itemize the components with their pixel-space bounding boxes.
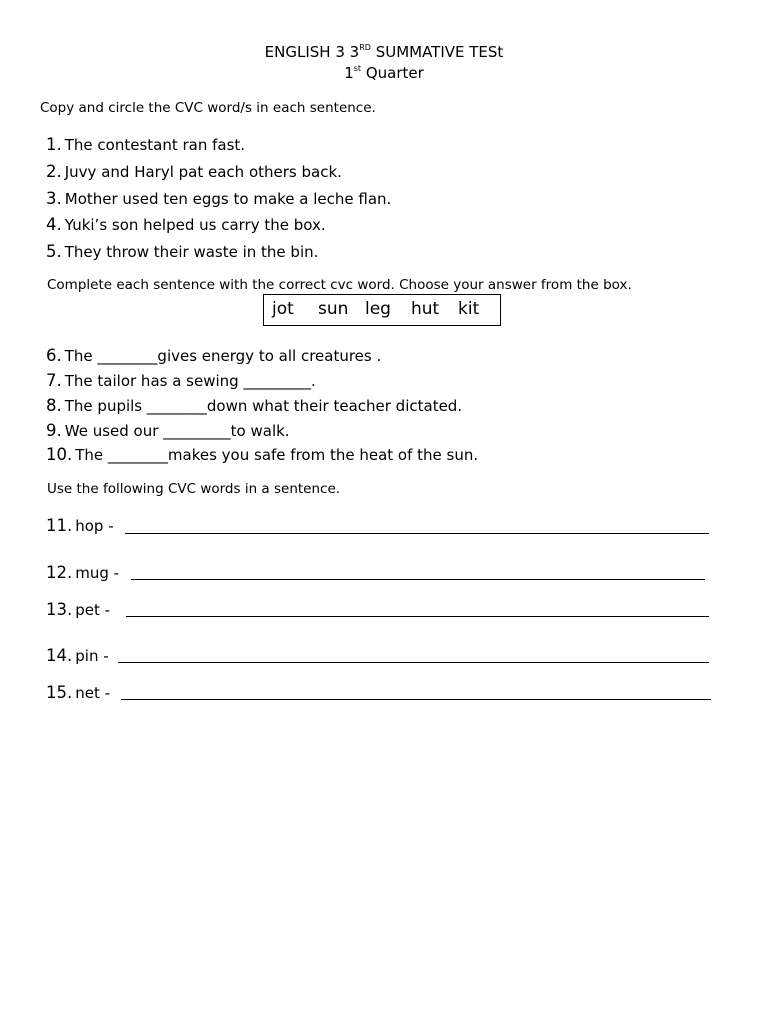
question-number: 10.	[46, 445, 73, 464]
answer-line	[131, 579, 705, 580]
question-number: 11.	[46, 516, 73, 535]
question-text: We used our _________to walk.	[64, 422, 290, 440]
question-number: 12.	[46, 563, 73, 582]
question-number: 7.	[46, 371, 62, 390]
question-6	[46, 346, 381, 365]
word-choice: hut	[411, 299, 440, 319]
question-number: 2.	[46, 162, 62, 181]
question-number: 3.	[46, 189, 62, 208]
answer-line	[126, 616, 709, 617]
question-text: Mother used ten eggs to make a leche flan.	[64, 190, 392, 208]
title-suffix: SUMMATIVE TESt	[370, 43, 504, 61]
answer-line	[125, 533, 709, 534]
subtitle-superscript: st	[353, 64, 362, 73]
word-choice: kit	[458, 299, 480, 319]
question-number: 14.	[46, 646, 73, 665]
question-number: 4.	[46, 215, 62, 234]
part3-instruction: Use the following CVC words in a sentence.	[47, 481, 341, 497]
question-number: 15.	[46, 683, 73, 702]
question-text: pin -	[75, 647, 109, 665]
title-prefix: ENGLISH 3 3	[264, 43, 360, 61]
question-12	[46, 563, 119, 582]
word-choice-box	[263, 294, 501, 326]
subtitle-number: 1	[344, 64, 354, 82]
question-3	[46, 189, 391, 208]
part2-instruction: Complete each sentence with the correct cvc word. Choose your answer from the box.	[47, 277, 632, 293]
answer-line	[118, 662, 709, 663]
question-text: The pupils ________down what their teacher dictated.	[64, 397, 463, 415]
question-text: The tailor has a sewing _________.	[64, 372, 316, 390]
question-text: hop -	[75, 517, 114, 535]
question-number: 9.	[46, 421, 62, 440]
question-9	[46, 421, 290, 440]
question-text: Yuki’s son helped us carry the box.	[64, 216, 326, 234]
question-7	[46, 371, 316, 390]
question-text: The ________gives energy to all creatures .	[64, 347, 382, 365]
word-choice: sun	[318, 299, 349, 319]
question-number: 6.	[46, 346, 62, 365]
question-5	[46, 242, 318, 261]
question-15	[46, 683, 110, 702]
question-text: net -	[75, 684, 111, 702]
test-subtitle	[0, 64, 768, 82]
question-2	[46, 162, 342, 181]
question-number: 8.	[46, 396, 62, 415]
question-text: The contestant ran fast.	[64, 136, 246, 154]
word-choice: leg	[365, 299, 391, 319]
part1-instruction: Copy and circle the CVC word/s in each sentence.	[40, 100, 376, 116]
question-1	[46, 135, 245, 154]
question-number: 1.	[46, 135, 62, 154]
test-title	[0, 43, 768, 61]
question-11	[46, 516, 114, 535]
question-number: 13.	[46, 600, 73, 619]
answer-line	[121, 699, 711, 700]
subtitle-suffix: Quarter	[361, 64, 424, 82]
question-10	[46, 445, 478, 464]
question-13	[46, 600, 110, 619]
question-text: pet -	[75, 601, 111, 619]
question-14	[46, 646, 109, 665]
question-text: Juvy and Haryl pat each others back.	[64, 163, 342, 181]
question-text: mug -	[75, 564, 120, 582]
word-choice: jot	[272, 299, 294, 319]
question-text: They throw their waste in the bin.	[64, 243, 319, 261]
question-number: 5.	[46, 242, 62, 261]
title-superscript: RD	[359, 43, 371, 52]
question-text: The ________makes you safe from the heat of the sun.	[75, 446, 479, 464]
question-4	[46, 215, 326, 234]
question-8	[46, 396, 462, 415]
